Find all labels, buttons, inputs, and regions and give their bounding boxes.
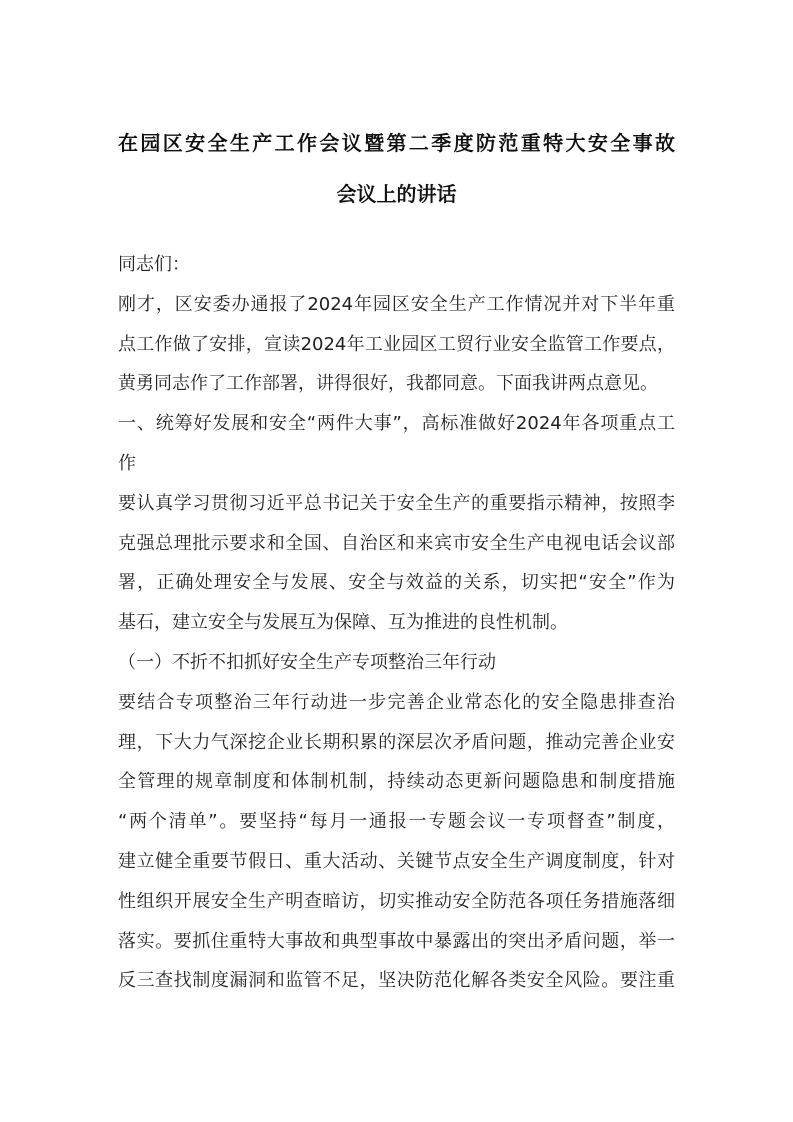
document-title-line-2: 会议上的讲话 <box>336 182 457 206</box>
text-line: 作 <box>118 452 136 474</box>
document-title-line-1: 在园区安全生产工作会议暨第二季度防范重特大安全事故 <box>118 131 675 155</box>
text-line: （一）不折不扣抓好安全生产专项整治三年行动 <box>118 651 496 673</box>
text-line: 点工作做了安排，宣读2024年工业园区工贸行业安全监管工作要点， <box>118 333 675 355</box>
text-line: 反三查找制度漏洞和监管不足，坚决防范化解各类安全风险。要注重 <box>118 970 675 992</box>
text-line: 理，下大力气深挖企业长期积累的深层次矛盾问题，推动完善企业安 <box>118 731 675 753</box>
text-line: 同志们： <box>118 254 190 275</box>
paragraph <box>118 404 675 484</box>
document-body <box>118 245 675 1001</box>
text-line: 基石，建立安全与发展互为保障、互为推进的良性机制。 <box>118 612 568 634</box>
text-line: 克强总理批示要求和全国、自治区和来宾市安全生产电视电话会议部 <box>118 532 675 554</box>
text-line: 要结合专项整治三年行动进一步完善企业常态化的安全隐患排查治 <box>118 691 675 713</box>
text-line: 建立健全重要节假日、重大活动、关键节点安全生产调度制度，针对 <box>118 850 675 872</box>
text-line: “两个清单”。要坚持“每月一通报一专题会议一专项督查”制度， <box>118 811 675 833</box>
text-line: 要认真学习贯彻习近平总书记关于安全生产的重要指示精神，按照李 <box>118 492 675 514</box>
text-line: 全管理的规章制度和体制机制，持续动态更新问题隐患和制度措施 <box>118 771 675 793</box>
paragraph <box>118 484 675 643</box>
text-line: 一、统筹好发展和安全“两件大事”，高标准做好2024年各项重点工 <box>118 413 675 435</box>
text-line: 落实。要抓住重特大事故和典型事故中暴露出的突出矛盾问题，举一 <box>118 930 675 952</box>
paragraph <box>118 683 675 1001</box>
paragraph <box>118 643 675 683</box>
text-line: 刚才，区安委办通报了2024年园区安全生产工作情况并对下半年重 <box>118 293 675 315</box>
paragraph <box>118 245 675 285</box>
text-line: 性组织开展安全生产明查暗访，切实推动安全防范各项任务措施落细 <box>118 890 675 912</box>
text-line: 黄勇同志作了工作部署，讲得很好，我都同意。下面我讲两点意见。 <box>118 373 658 395</box>
text-line: 署，正确处理安全与发展、安全与效益的关系，切实把“安全”作为 <box>118 572 675 594</box>
paragraph <box>118 285 675 404</box>
